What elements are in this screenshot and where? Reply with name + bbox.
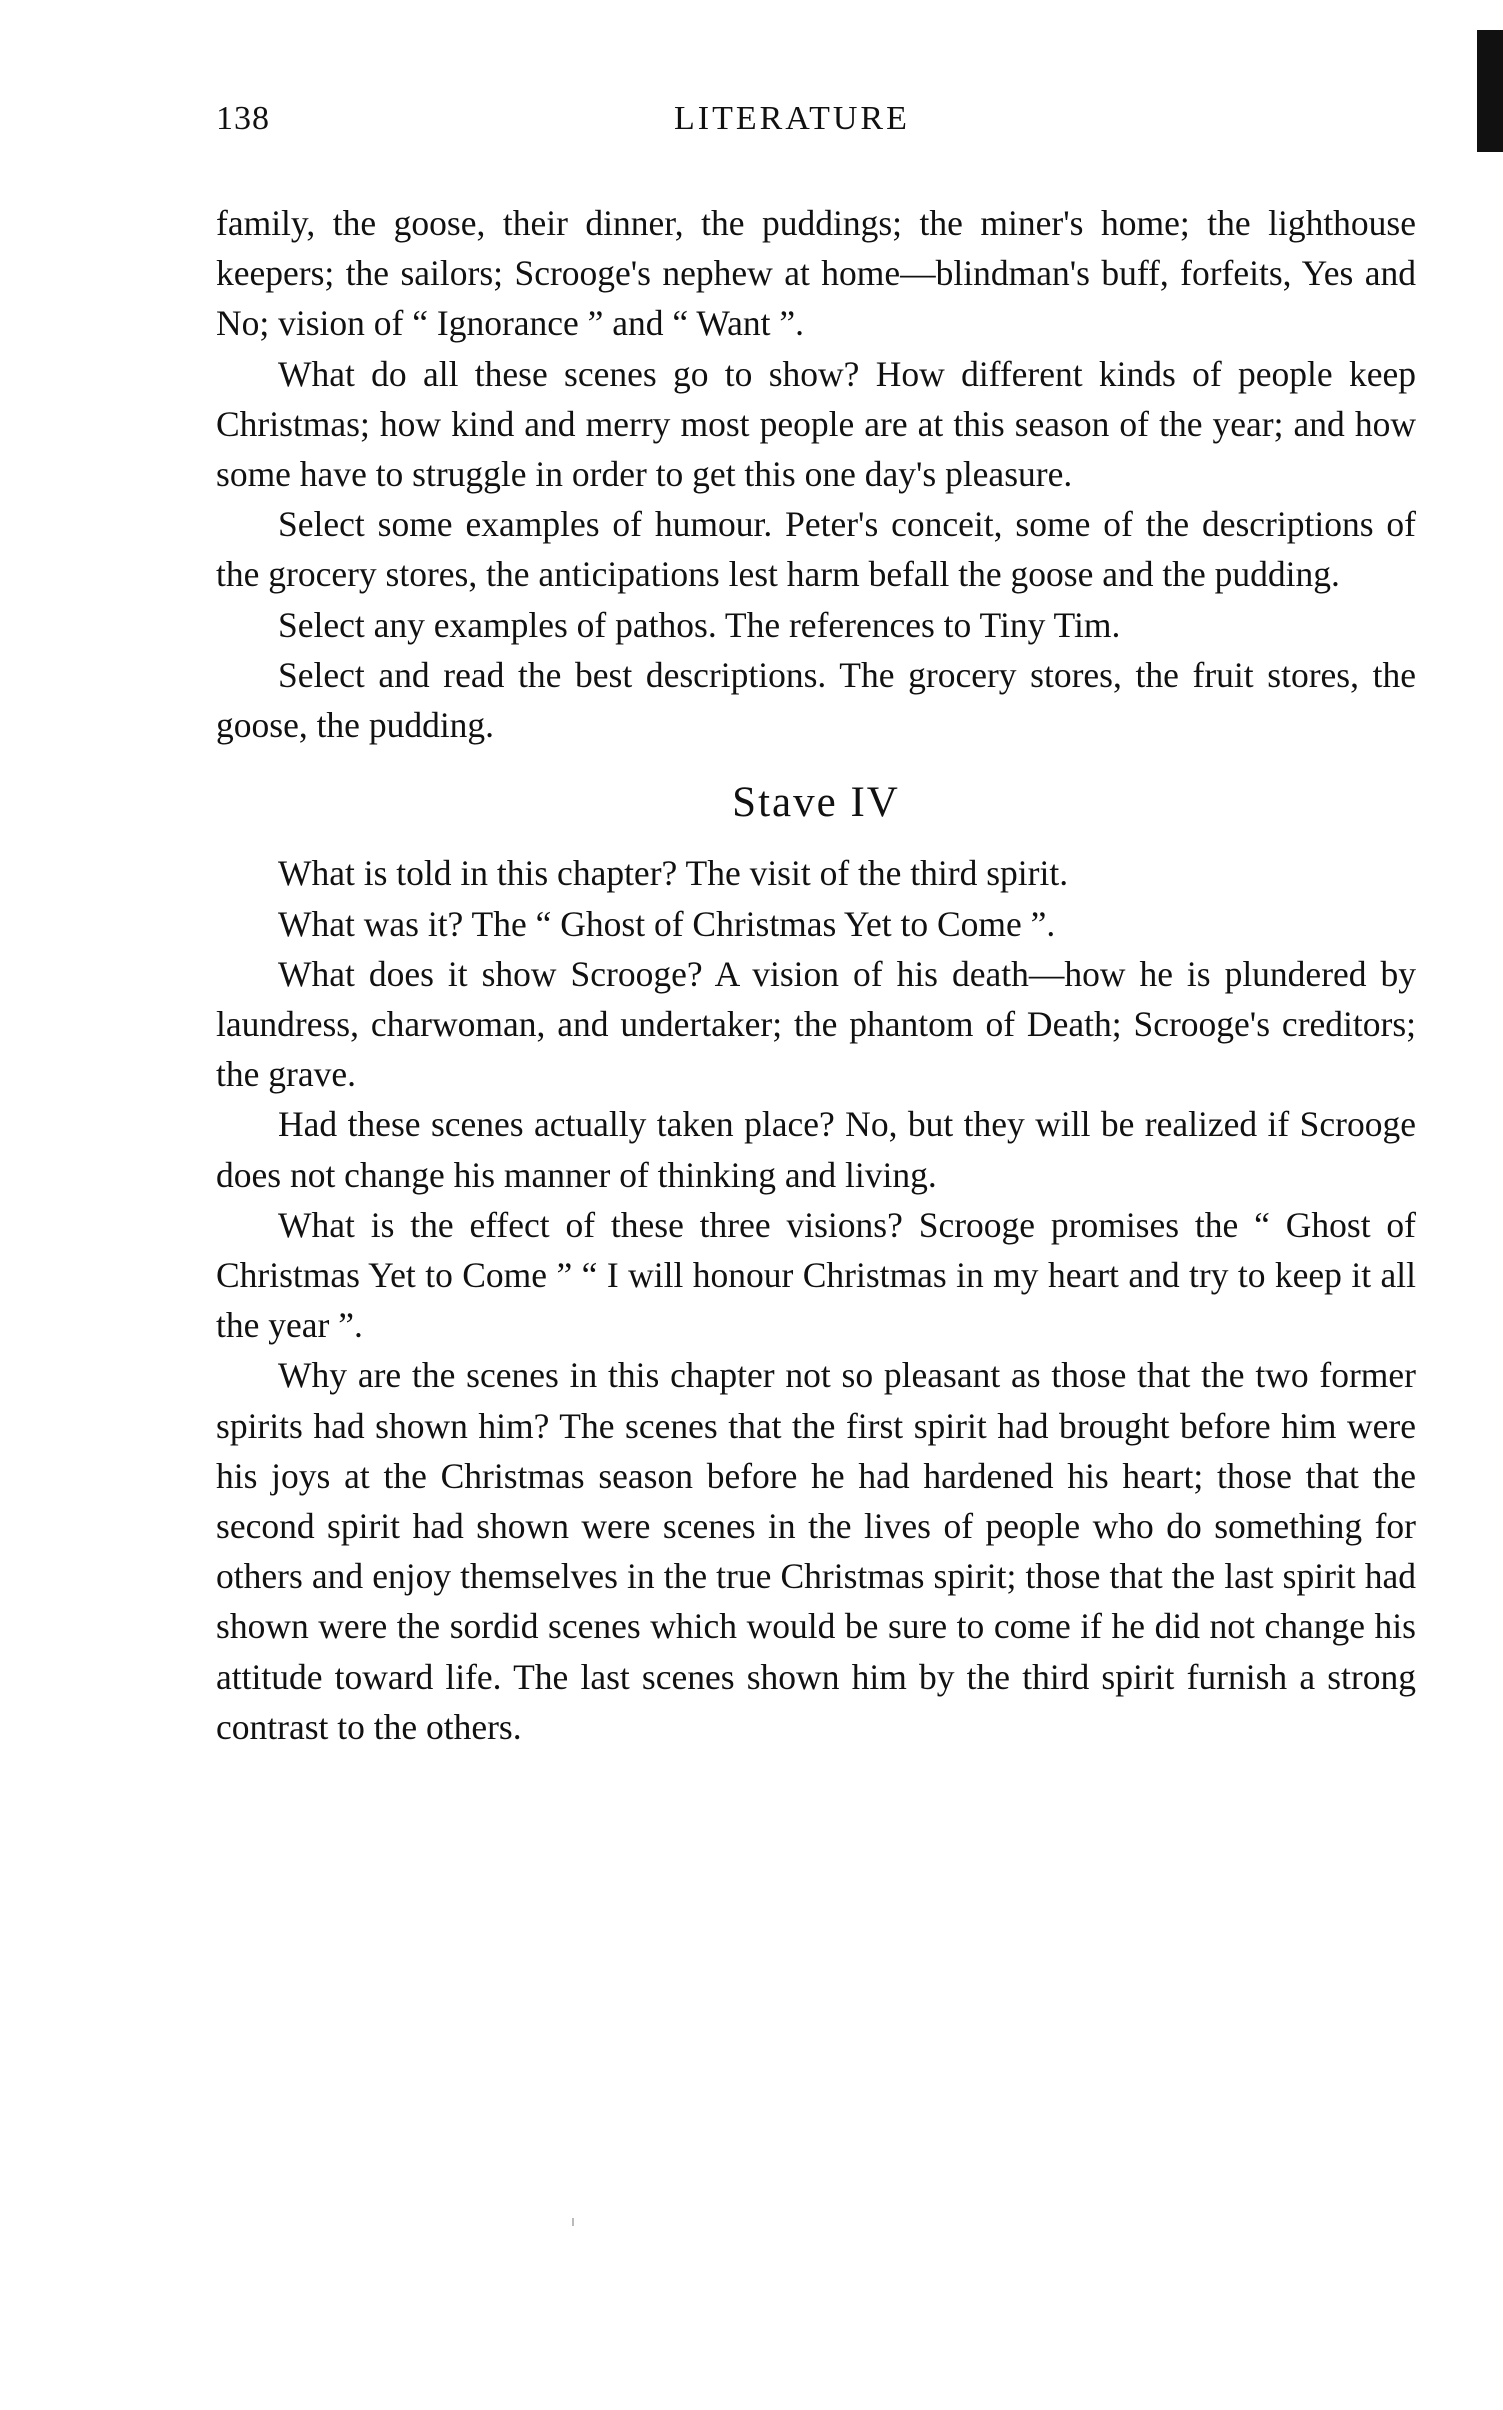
paragraph-realized: Had these scenes actually taken place? No, but they will be realized if Scrooge does not change his manner of thinking and living. bbox=[216, 1104, 1416, 1195]
paragraph-scenes: What do all these scenes go to show? How different kinds of people keep Christmas; how kind and merry most people are at this season of the year; and how some have to struggle in order to get this one day's pleasure. bbox=[216, 353, 1416, 495]
section-heading: Stave IV bbox=[732, 779, 900, 827]
paragraph-effect: What is the effect of these three visions? Scrooge promises the “ Ghost of Christmas Yet to Come ” “ I will honour Christmas in my heart and try to keep it all the year ”. bbox=[216, 1204, 1416, 1346]
paragraph-contrast: Why are the scenes in this chapter not so pleasant as those that the two former spirits had shown him? The scenes that the first spirit had brought before him were his joys at the Christmas season before he had hardened his heart; those that the second spirit had shown were scenes in the lives of people who do something for others and enjoy themselves in the true Christmas spirit; those that the last spirit had shown were the sordid scenes which would be sure to come if he did not change his attitude toward life. The last scenes shown him by the third spirit furnish a strong contrast to the others. bbox=[216, 1355, 1416, 1747]
running-title: LITERATURE bbox=[674, 100, 910, 137]
body-text bbox=[216, 198, 1416, 1752]
page-number: 138 bbox=[216, 100, 270, 137]
page-edge-mark bbox=[1477, 30, 1503, 152]
paragraph-chapter: What is told in this chapter? The visit of the third spirit. bbox=[278, 853, 1069, 894]
paragraph-spirit: What was it? The “ Ghost of Christmas Yet to Come ”. bbox=[278, 903, 1056, 944]
paragraph-continued: family, the goose, their dinner, the puddings; the miner's home; the lighthouse keepers; the sailors; Scrooge's nephew at home—blindman's buff, forfeits, Yes and No; vision of “ Ignorance ” and “ Want ”. bbox=[216, 203, 1416, 344]
page-header bbox=[216, 100, 1416, 150]
paragraph-vision: What does it show Scrooge? A vision of his death—how he is plundered by laundress, charwoman, and undertaker; the phantom of Death; Scrooge's creditors; the grave. bbox=[216, 953, 1416, 1095]
paragraph-descriptions: Select and read the best descriptions. The grocery stores, the fruit stores, the goose, the pudding. bbox=[216, 654, 1416, 746]
paragraph-humour: Select some examples of humour. Peter's conceit, some of the descriptions of the grocery stores, the anticipations lest harm befall the goose and the pudding. bbox=[216, 504, 1416, 595]
bottom-tick-mark bbox=[572, 2218, 574, 2226]
paragraph-pathos: Select any examples of pathos. The references to Tiny Tim. bbox=[278, 604, 1121, 645]
